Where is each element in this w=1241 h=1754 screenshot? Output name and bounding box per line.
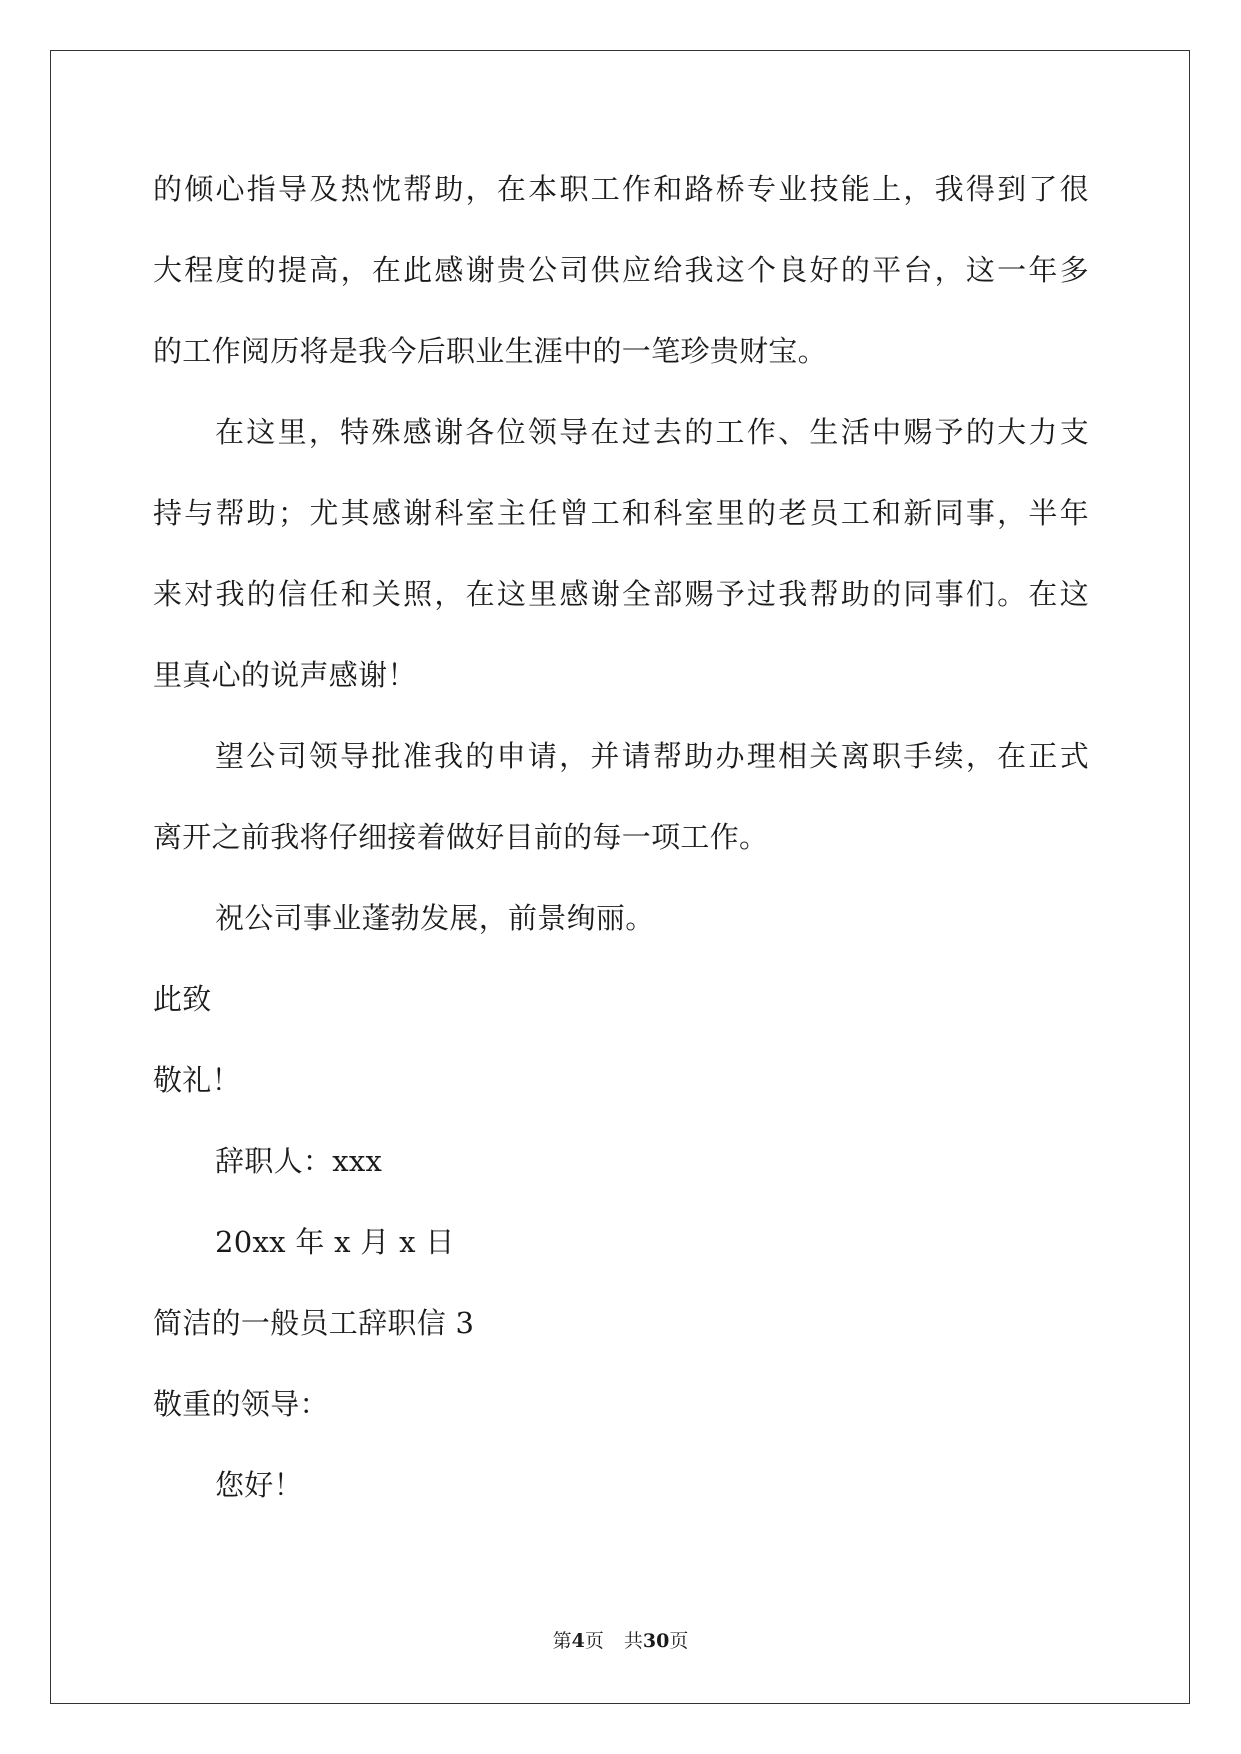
page-prefix: 第 — [552, 1630, 572, 1652]
paragraph-line: 的工作阅历将是我今后职业生涯中的一笔珍贵财宝。 — [153, 334, 827, 368]
page-number: 4 — [571, 1630, 585, 1652]
page-suffix: 页 — [584, 1630, 604, 1652]
letter-greeting: 您好！ — [215, 1468, 303, 1502]
paragraph-line: 大程度的提高，在此感谢贵公司供应给我这个良好的平台，这一年多 — [153, 253, 1089, 287]
total-pages: 30 — [642, 1630, 670, 1652]
paragraph-line: 离开之前我将仔细接着做好目前的每一项工作。 — [153, 820, 769, 854]
closing-salutation: 此致 — [153, 982, 212, 1016]
paragraph-line: 望公司领导批准我的申请，并请帮助办理相关离职手续，在正式 — [215, 739, 1089, 773]
total-prefix: 共 — [623, 1630, 643, 1652]
paragraph-line: 的倾心指导及热忱帮助，在本职工作和路桥专业技能上，我得到了很 — [153, 172, 1089, 206]
paragraph-line: 持与帮助；尤其感谢科室主任曾工和科室里的老员工和新同事，半年 — [153, 496, 1089, 530]
signature-line: 辞职人：xxx — [215, 1144, 383, 1178]
paragraph-line: 里真心的说声感谢！ — [153, 658, 417, 692]
paragraph-line: 祝公司事业蓬勃发展，前景绚丽。 — [215, 901, 655, 935]
letter-salutation: 敬重的领导： — [153, 1387, 329, 1421]
total-suffix: 页 — [669, 1630, 689, 1652]
closing-regards: 敬礼！ — [153, 1063, 241, 1097]
paragraph-line: 来对我的信任和关照，在这里感谢全部赐予过我帮助的同事们。在这 — [153, 577, 1089, 611]
paragraph-line: 在这里，特殊感谢各位领导在过去的工作、生活中赐予的大力支 — [215, 415, 1089, 449]
section-title: 简洁的一般员工辞职信 3 — [153, 1306, 475, 1340]
page-footer — [0, 1628, 1241, 1654]
page-frame — [50, 50, 1190, 1704]
date-line: 20xx 年 x 月 x 日 — [215, 1225, 455, 1259]
